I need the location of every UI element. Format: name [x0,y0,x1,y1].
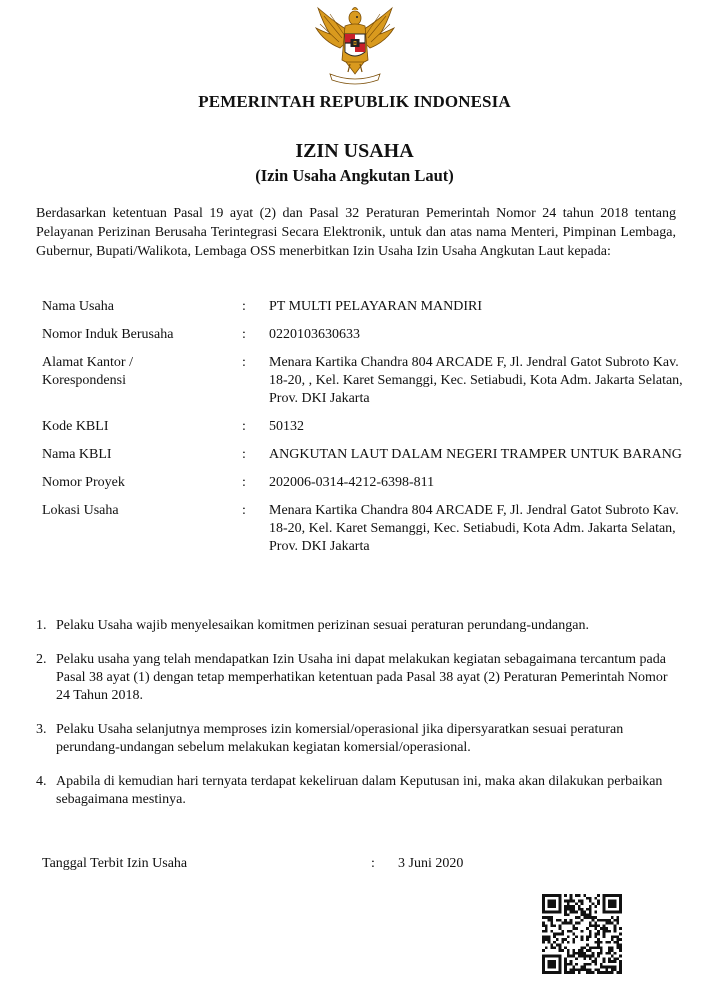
list-item [36,721,676,757]
field-label: Alamat Kantor / Korespondensi [42,355,133,388]
document-subtitle: (Izin Usaha Angkutan Laut) [255,166,454,185]
list-number: 1. [36,618,47,633]
notes-list [36,617,676,825]
list-item [36,651,676,705]
field-colon: : [242,327,246,342]
list-text: Pelaku Usaha selanjutnya memproses izin komersial/operasional jika dipersyaratkan sesuai peraturan perundang-undangan sebelum melakukan kegiatan komersial/operasional. [56,722,624,755]
intro-paragraph: Berdasarkan ketentuan Pasal 19 ayat (2) dan Pasal 32 Peraturan Pemerintah Nomor 24 tahun 2018 tentang Pelayanan Perizinan Berusaha Terintegrasi Secara Elektronik, untuk dan atas nama Menteri, Pimpinan Lembaga, Gubernur, Bupati/Walikota, Lembaga OSS menerbitkan Izin Usaha Izin Usaha Angkutan Laut kepada: [36,206,676,259]
list-item [36,617,676,635]
field-value: 50132 [269,419,304,434]
field-label: Nomor Proyek [42,475,125,490]
document-title: IZIN USAHA [295,140,414,162]
field-value: 202006-0314-4212-6398-811 [269,475,435,490]
government-header: PEMERINTAH REPUBLIK INDONESIA [198,92,511,111]
issue-date-label: Tanggal Terbit Izin Usaha [42,856,188,871]
field-colon: : [242,419,246,434]
field-row-alamat [42,354,692,408]
field-row-kode-kbli [42,418,692,436]
list-text: Apabila di kemudian hari ternyata terdapat kekeliruan dalam Keputusan ini, maka akan dilakukan perbaikan sebagaimana mestinya. [56,774,663,807]
list-number: 2. [36,652,47,667]
list-text: Pelaku Usaha wajib menyelesaikan komitmen perizinan sesuai peraturan perundang-undangan. [56,618,589,633]
field-row-nama-usaha [42,298,692,316]
field-value: 0220103630633 [269,327,360,342]
field-row-nomor-proyek [42,474,692,492]
field-colon: : [242,355,246,370]
field-colon: : [242,503,246,518]
field-colon: : [242,299,246,314]
field-value: Menara Kartika Chandra 804 ARCADE F, Jl. Jendral Gatot Subroto Kav. 18-20, , Kel. Karet Semanggi, Kec. Setiabudi, Kota Adm. Jakarta Selatan, Prov. DKI Jakarta [269,355,683,406]
field-value: Menara Kartika Chandra 804 ARCADE F, Jl. Jendral Gatot Subroto Kav. 18-20, Kel. Karet Semanggi, Kec. Setiabudi, Kota Adm. Jakarta Selatan, Prov. DKI Jakarta [269,503,679,554]
field-row-nama-kbli [42,446,692,464]
field-label: Lokasi Usaha [42,503,119,518]
field-label: Nama KBLI [42,447,112,462]
qr-code-icon [542,894,622,974]
list-text: Pelaku usaha yang telah mendapatkan Izin Usaha ini dapat melakukan kegiatan sebagaimana tercantum pada Pasal 38 ayat (1) dengan tetap memperhatikan ketentuan pada Pasal 38 ayat (2) Peraturan Pemerintah Nomor 24 Tahun 2018. [56,652,668,703]
garuda-emblem-icon [312,4,398,86]
field-colon: : [242,475,246,490]
field-row-lokasi-usaha [42,502,692,556]
issue-date-value: 3 Juni 2020 [398,856,464,871]
field-row-nomor-induk [42,326,692,344]
issue-date-colon: : [371,856,375,871]
field-label: Nomor Induk Berusaha [42,327,174,342]
field-colon: : [242,447,246,462]
field-value: PT MULTI PELAYARAN MANDIRI [269,299,483,314]
list-number: 3. [36,722,47,737]
list-number: 4. [36,774,47,789]
field-table [42,298,692,556]
field-value: ANGKUTAN LAUT DALAM NEGERI TRAMPER UNTUK BARANG [269,447,682,462]
field-label: Nama Usaha [42,299,114,314]
list-item [36,773,676,809]
field-label: Kode KBLI [42,419,109,434]
